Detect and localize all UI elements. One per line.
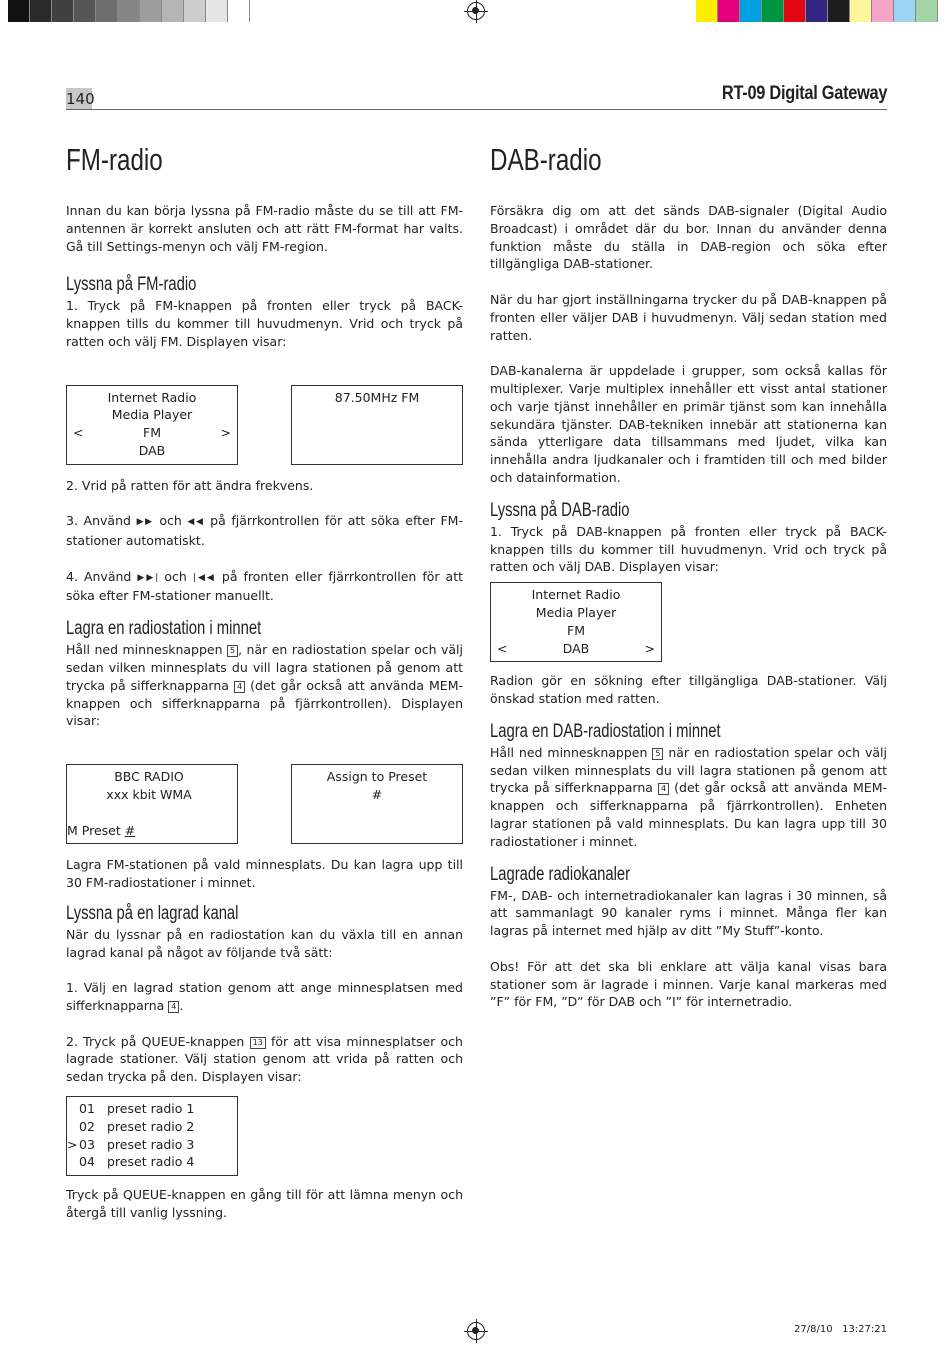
color-swatch [52,0,74,22]
step-text: på fjärrkontrollen för att söka efter FM-stationer automatiskt. [66,513,463,548]
color-swatch [828,0,850,22]
display-line: # [371,786,383,802]
step-text: och [164,568,187,584]
color-swatch [162,0,184,22]
color-swatch [894,0,916,22]
page-number: 140 [66,90,95,108]
step-text: 3. Använd [66,513,131,529]
display-line: 87.50MHz FM [334,389,420,405]
dab-menu-display [490,582,662,662]
left-arrow-icon: < [497,640,508,656]
number-key-icon: 4 [168,1001,179,1013]
preset-number: 02 [79,1118,95,1134]
display-line: FM [567,622,585,638]
display-line: BBC RADIO [114,769,184,785]
display-line: Internet Radio [531,587,621,603]
fm-intro: Innan du kan börja lyssna på FM-radio måste du se till att FM-antennen är korrekt ansluten och att rätt FM-format har valts. Gå till Settings-menyn och välj FM-region. [66,203,463,254]
color-swatch [740,0,762,22]
text: , när en radiostation spelar och välj sedan vilken minnesplats du vill lagra stationen på genom att trycka på sifferknapparna [66,642,464,693]
store-fm-text [66,641,463,730]
preset-display-row [66,764,463,844]
step-2: 2. Vrid på ratten för att ändra frekvens. [66,477,314,493]
display-line: Media Player [111,407,193,423]
number-key-icon: 4 [658,783,669,795]
text: . [179,997,184,1013]
display-selected: FM [143,425,161,441]
step-4 [66,568,463,606]
color-swatch [118,0,140,22]
step-3 [66,512,463,550]
color-swatch [916,0,938,22]
print-timestamp: 27/8/10 13:27:21 [794,1324,887,1335]
color-calibration-strip [696,0,938,22]
color-swatch [718,0,740,22]
fast-forward-icon: ▶▶ [136,517,154,528]
color-swatch [872,0,894,22]
memory-key-icon: 5 [227,645,238,657]
color-swatch [184,0,206,22]
color-swatch [806,0,828,22]
header-rule [66,109,887,110]
skip-next-icon: ▶▶| [137,572,159,583]
dab-intro: Försäkra dig om att det sänds DAB-signaler (Digital Audio Broadcast) i området där du bor. Innan du använder denna funktion måste du ställa in DAB-region och söka efter tillgängliga DAB-stationer. [490,203,887,272]
listen-dab-text: 1. Tryck på DAB-knappen på fronten eller tryck på BACK-knappen tills du kommer till huvudmenyn. Vrid och tryck på ratten och välj DAB. Displayen visar: [490,523,887,575]
listen-fm-text: 1. Tryck på FM-knappen på fronten eller tryck på BACK-knappen tills du kommer till huvudmenyn. Vrid och tryck på ratten och välj FM. Displayen visar: [66,298,463,349]
preset-list-item [67,1153,231,1171]
heading-stored-channel: Lyssna på en lagrad kanal [66,902,239,924]
display-line: Assign to Preset [326,769,428,785]
step-text: 4. Använd [66,568,132,584]
display-line: Media Player [535,604,617,620]
color-swatch [96,0,118,22]
color-swatch [762,0,784,22]
dab-p3: DAB-kanalerna är uppdelade i grupper, som också kallas för multiplexer. Varje multiplex innehåller ett visst antal stationer och varje tjänst innehåller en primär tjänst som kan innehålla sekundära tjänster. DAB-tekniken innebär att stationerna kan sända ytterligare data tillsammans med ljudet, vilka kan innehålla andra ljudkanaler och i framtiden till och med bilder och datainformation. [490,363,887,485]
preset-number: 03 [79,1136,95,1152]
text: 1. Välj en lagrad station genom att ange minnesplatsen med sifferknapparna [66,980,463,1013]
color-swatch [850,0,872,22]
registration-mark-icon [467,1322,485,1340]
assign-preset-display [291,764,463,844]
step-text: på fronten eller fjärrkontrollen för att söka efter FM-stationer manuellt. [66,568,463,604]
selection-marker [67,1153,79,1171]
dab-search-text: Radion gör en sökning efter tillgängliga DAB-stationer. Välj önskad station med ratten. [490,673,887,706]
selection-marker [67,1118,79,1136]
store-dab-text [490,744,887,851]
heading-store-dab: Lagra en DAB-radiostation i minnet [490,720,721,742]
memory-key-icon: 5 [652,748,663,760]
display-line: DAB [138,442,166,458]
skip-previous-icon: |◀◀ [192,572,216,583]
stored-intro: När du lyssnar på en radiostation kan du växla till en annan lagrad kanal på något av följande två sätt: [66,926,463,960]
obs-text: Obs! För att det ska bli enklare att välja kanal visas bara stationer som är lagrade i minnen. Varje kanal markeras med ”F” för FM, ”D” för DAB och ”I” för internetradio. [490,958,887,1010]
preset-label: preset radio 3 [107,1136,195,1152]
heading-listen-dab: Lyssna på DAB-radio [490,499,630,521]
color-swatch [30,0,52,22]
color-swatch [8,0,30,22]
left-arrow-icon: < [73,425,84,441]
preset-list-display [66,1096,238,1176]
stored-option-1 [66,979,463,1015]
fm-display-row [66,385,463,465]
dab-p2: När du har gjort inställningarna trycker du på DAB-knappen på fronten eller väljer DAB i huvudmenyn. Välj sedan station med ratten. [490,291,887,343]
display-line: Internet Radio [107,389,197,405]
bbc-radio-display [66,764,238,844]
step-text: och [159,513,182,529]
color-swatch [696,0,718,22]
display-line [73,424,231,442]
display-line [497,640,655,658]
right-arrow-icon: > [220,425,231,441]
preset-list-item [67,1118,231,1136]
store-fm-done: Lagra FM-stationen på vald minnesplats. Du kan lagra upp till 30 FM-radiostationer i minnet. [66,857,463,890]
text: Håll ned minnesknappen [490,744,648,760]
selection-marker: > [67,1136,78,1152]
queue-key-icon: 13 [250,1037,266,1049]
saved-channels-text: FM-, DAB- och internetradiokanaler kan lagras i 30 minnen, så att sammanlagt 90 kanaler ryms i minnet. Många fler kan lagras på internet med hjälp av ditt ”My Stuff”-konto. [490,887,887,939]
text: när en radiostation spelar och välj sedan vilken minnesplats du vill lagra stationen på genom att trycka på sifferknapparna [490,744,887,796]
preset-list-item [67,1100,231,1118]
preset-list-item [67,1136,231,1154]
text: (det går också att använda MEM-knappen och sifferknapparna på fjärrkontrollen). Enheten lagrar stationen på vald minnesplats. Du kan lagra upp till 30 radiostationer i minnet. [490,780,887,849]
stored-option-2 [66,1033,463,1086]
text: Håll ned minnesknappen [66,642,223,658]
heading-store-fm: Lagra en radiostation i minnet [66,618,262,640]
section-title-fm: FM-radio [66,142,163,177]
preset-label: preset radio 2 [107,1118,195,1134]
display-text: # [124,822,136,838]
queue-exit-text: Tryck på QUEUE-knappen en gång till för att lämna menyn och återgå till vanlig lyssning. [66,1186,463,1220]
preset-number: 01 [79,1100,95,1116]
number-key-icon: 4 [234,681,245,693]
preset-label: preset radio 1 [107,1100,195,1116]
color-swatch [140,0,162,22]
fm-menu-display [66,385,238,465]
color-swatch [74,0,96,22]
color-swatch [784,0,806,22]
display-selected: DAB [562,640,590,656]
selection-marker [67,1100,79,1118]
text: 2. Tryck på QUEUE-knappen [66,1033,245,1049]
registration-mark-icon [467,2,485,20]
fm-frequency-display [291,385,463,465]
text: (det går också att använda MEM-knappen och sifferknapparna på fjärrkontrollen). Displayen visar: [66,677,463,729]
rewind-icon: ◀◀ [187,517,205,528]
color-swatch [206,0,228,22]
color-swatch [228,0,250,22]
left-column [66,140,463,1239]
display-text: M Preset [67,822,121,838]
preset-label: preset radio 4 [107,1154,195,1170]
text: för att visa minnesplatser och lagrade stationer. Välj station genom att vrida på ratten och sedan trycka på den. Displayen visar: [66,1033,463,1085]
section-title-dab: DAB-radio [490,142,602,177]
document-title: RT-09 Digital Gateway [721,83,887,104]
grey-calibration-strip [8,0,250,22]
right-arrow-icon: > [644,640,655,656]
preset-number: 04 [79,1154,95,1170]
heading-listen-fm: Lyssna på FM-radio [66,274,197,296]
heading-saved-channels: Lagrade radiokanaler [490,863,631,885]
preset-list [67,1100,231,1171]
display-line: xxx kbit WMA [106,786,192,802]
right-column [490,140,887,1029]
display-line [67,822,231,840]
